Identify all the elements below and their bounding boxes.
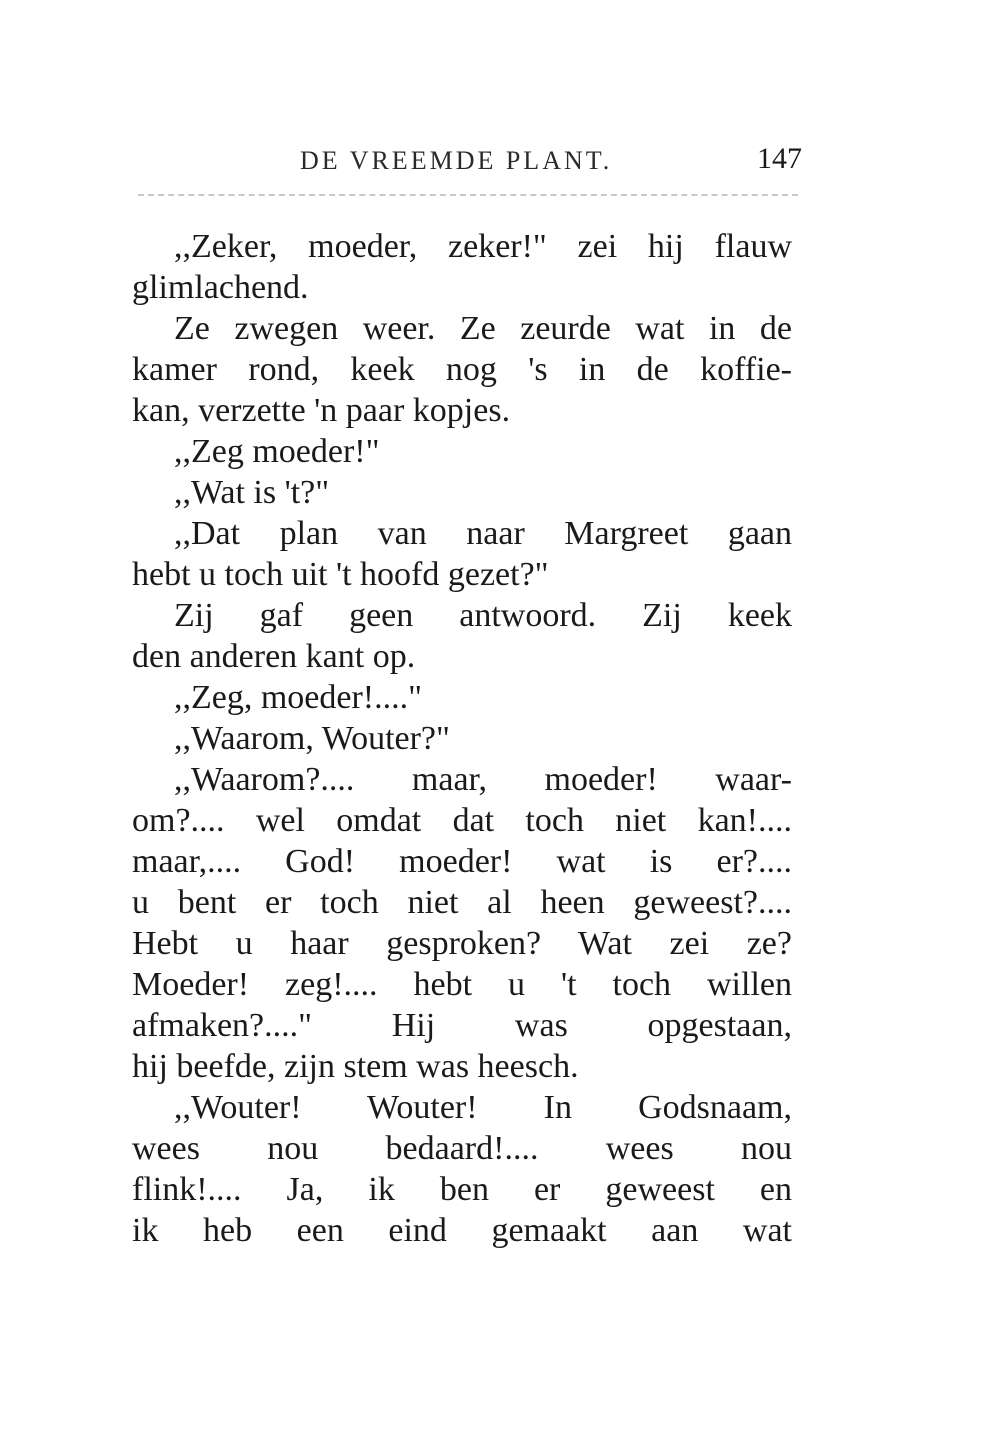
text-line: ,,Wouter! Wouter! In Godsnaam,	[174, 1089, 792, 1126]
text-line: ik heb een eind gemaakt aan wat	[132, 1212, 792, 1249]
text-line: glimlachend.	[132, 269, 309, 306]
text-line: om?.... wel omdat dat toch niet kan!....	[132, 802, 792, 839]
running-title: DE VREEMDE PLANT.	[300, 146, 613, 175]
text-line: maar,.... God! moeder! wat is er?....	[132, 843, 792, 880]
text-line: Zij gaf geen antwoord. Zij keek	[174, 597, 792, 634]
running-head	[0, 140, 1000, 180]
text-line: u bent er toch niet al heen geweest?....	[132, 884, 792, 921]
page-number: 147	[757, 142, 802, 175]
text-line: ,,Zeker, moeder, zeker!" zei hij flauw	[174, 228, 792, 265]
text-line: ,,Wat is 't?"	[174, 474, 330, 511]
text-line: wees nou bedaard!.... wees nou	[132, 1130, 792, 1167]
text-line: hebt u toch uit 't hoofd gezet?"	[132, 556, 549, 593]
text-line: ,,Zeg moeder!"	[174, 433, 380, 470]
text-line: flink!.... Ja, ik ben er geweest en	[132, 1171, 792, 1208]
text-line: ,,Dat plan van naar Margreet gaan	[174, 515, 792, 552]
text-line: afmaken?...." Hij was opgestaan,	[132, 1007, 792, 1044]
body-text	[132, 226, 792, 1251]
text-line: Moeder! zeg!.... hebt u 't toch willen	[132, 966, 792, 1003]
text-line: ,,Zeg, moeder!...."	[174, 679, 423, 716]
text-line: Hebt u haar gesproken? Wat zei ze?	[132, 925, 792, 962]
text-line: kan, verzette 'n paar kopjes.	[132, 392, 511, 429]
text-line: kamer rond, keek nog 's in de koffie-	[132, 351, 792, 388]
text-line: ,,Waarom?.... maar, moeder! waar-	[174, 761, 792, 798]
text-line: ,,Waarom, Wouter?"	[174, 720, 450, 757]
text-line: hij beefde, zijn stem was heesch.	[132, 1048, 579, 1085]
text-line: Ze zwegen weer. Ze zeurde wat in de	[174, 310, 792, 347]
text-line: den anderen kant op.	[132, 638, 416, 675]
header-rule	[138, 194, 798, 196]
